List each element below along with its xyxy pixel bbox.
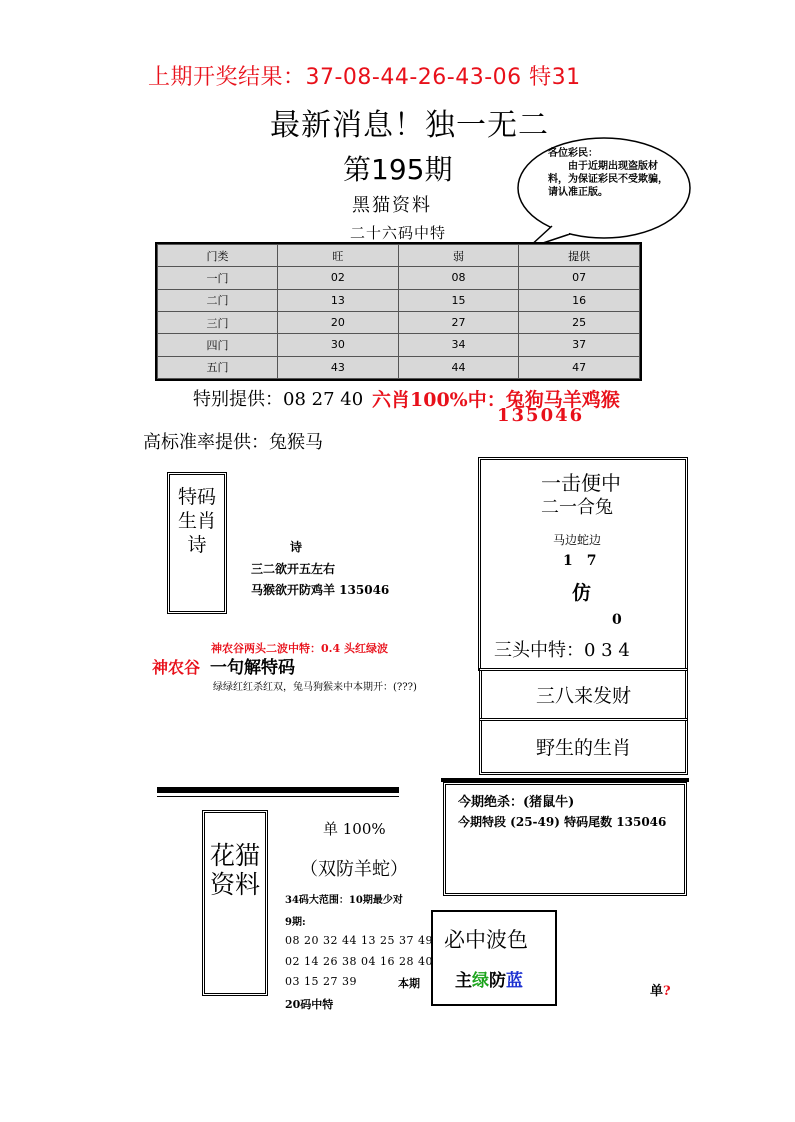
one-hit-line: 0 (612, 612, 622, 628)
table-header-cell: 提供 (519, 245, 640, 267)
table-header-cell: 门类 (158, 245, 278, 267)
one-hit-line: 马边蛇边 (553, 533, 602, 547)
poem-heading: 诗 (290, 540, 303, 554)
box-38-label: 三八来发财 (535, 685, 631, 707)
range-line: 9期: (285, 917, 306, 928)
kill-line: 今期绝杀：(猪鼠牛) (458, 795, 575, 810)
table-cell: 34 (398, 334, 519, 356)
six-zodiac-number: 135046 (497, 405, 585, 426)
table-cell: 二门 (158, 289, 278, 311)
box-wild (479, 718, 688, 775)
divider (157, 796, 399, 797)
table-cell: 20 (278, 311, 399, 333)
poem-line: 三二欲开五左右 (251, 562, 336, 576)
table-cell: 47 (519, 356, 640, 378)
this-issue: 本期 (398, 977, 420, 990)
table-cell: 37 (519, 334, 640, 356)
table-row (158, 334, 640, 356)
six-zodiac-red: 六肖100%中：兔狗马羊鸡猴 (372, 389, 620, 411)
one-hit-title: 一击便中 (541, 471, 621, 495)
wave-main (455, 966, 523, 991)
table-cell: 30 (278, 334, 399, 356)
shennong-body: 绿绿红红杀红双，兔马狗猴来中本期开：(???) (213, 682, 417, 693)
one-hit-subtitle: 二一合兔 (541, 497, 613, 518)
flower-title-box (202, 810, 268, 996)
divider (157, 787, 399, 793)
table-header-row (158, 245, 640, 267)
door-table (155, 242, 642, 381)
table-cell: 27 (398, 311, 519, 333)
special-provide: 特别提供：08 27 40 (193, 389, 364, 410)
box-wild-label: 野生的生肖 (535, 737, 631, 759)
table-cell: 13 (278, 289, 399, 311)
high-standard-provide: 高标准率提供：兔猴马 (143, 432, 323, 453)
one-hit-line: 仿 (572, 582, 592, 604)
single-100: 单 100% (323, 820, 386, 838)
wave-mid: 防 (489, 971, 506, 991)
table-cell: 02 (278, 267, 399, 289)
table-cell: 44 (398, 356, 519, 378)
table-cell: 一门 (158, 267, 278, 289)
table-cell: 16 (519, 289, 640, 311)
twenty-codes: 20码中特 (285, 998, 334, 1011)
numbers-line: 08 20 32 44 13 25 37 49 (285, 934, 433, 947)
wave-title: 必中波色 (444, 928, 528, 952)
subtitle: 黑猫资料 (352, 195, 432, 216)
table-cell: 四门 (158, 334, 278, 356)
poem-title-box (167, 472, 227, 614)
question-mark: ? (663, 984, 671, 999)
table-row (158, 267, 640, 289)
table-cell: 43 (278, 356, 399, 378)
numbers-line: 02 14 26 38 04 16 28 40 (285, 955, 433, 968)
poem-title: 特码生肖诗 (177, 486, 216, 556)
shennong-wave: 神农谷两头二波中特：0.4 头红绿波 (211, 642, 388, 655)
notice-title: 各位彩民： (548, 148, 598, 159)
table-row (158, 289, 640, 311)
shennong-title-red: 神农谷 (152, 658, 201, 677)
last-result: 上期开奖结果：37-08-44-26-43-06 特31 (148, 65, 581, 90)
table-header-cell: 旺 (278, 245, 399, 267)
notice-body: 由于近期出现盗版材料，为保证彩民不受欺骗，请认准正版。 (548, 161, 668, 198)
issue-number: 第195期 (343, 153, 453, 186)
table-cell: 25 (519, 311, 640, 333)
single-question (650, 980, 671, 999)
table-header-cell: 弱 (398, 245, 519, 267)
table-caption: 二十六码中特 (350, 224, 447, 242)
box-38 (479, 668, 688, 721)
numbers-line: 03 15 27 39 (285, 975, 357, 988)
wave-blue: 蓝 (506, 971, 523, 991)
wave-prefix: 主 (455, 971, 472, 991)
wave-green: 绿 (472, 971, 489, 991)
one-hit-line: 1 7 (563, 553, 597, 569)
table-row (158, 311, 640, 333)
three-heads: 三头中特：0 3 4 (494, 640, 630, 661)
table-cell: 五门 (158, 356, 278, 378)
table-cell: 15 (398, 289, 519, 311)
table-row (158, 356, 640, 378)
headline: 最新消息！独一无二 (270, 108, 549, 143)
range-line: 34码大范围：10期最少对 (285, 895, 403, 906)
shennong-title: 一句解特码 (210, 658, 295, 678)
table-cell: 三门 (158, 311, 278, 333)
table-cell: 07 (519, 267, 640, 289)
table-cell: 08 (398, 267, 519, 289)
poem-line: 马猴欲开防鸡羊 135046 (251, 583, 390, 597)
notice-text (548, 147, 668, 199)
kill-line: 今期特段 (25-49) 特码尾数 135046 (458, 815, 667, 829)
double-guard: （双防羊蛇） (300, 859, 408, 880)
flower-title: 花猫资料 (209, 841, 260, 899)
single-label: 单 (650, 984, 664, 999)
